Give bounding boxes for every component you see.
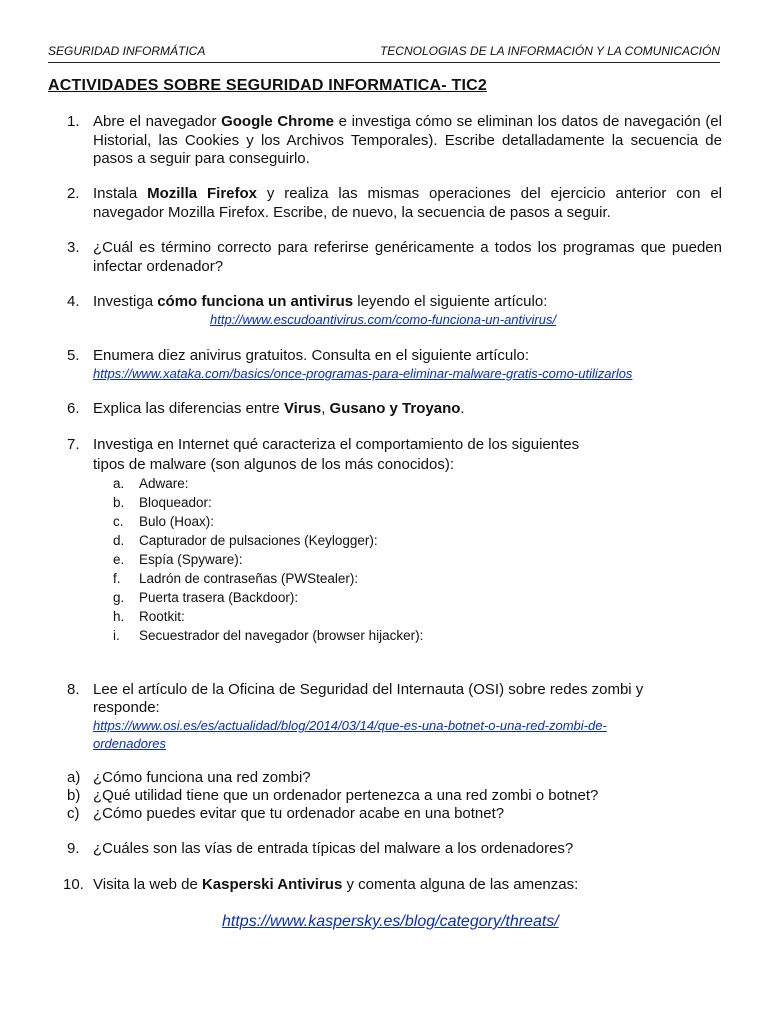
antivirus-article-link[interactable]: http://www.escudoantivirus.com/como-funciona-un-antivirus/	[210, 312, 557, 327]
activity-9: 9. ¿Cuáles son las vías de entrada típicas del malware a los ordenadores?	[67, 840, 574, 857]
malware-list-item: i. Secuestrador del navegador (browser hijacker):	[113, 628, 424, 643]
activity-number: 9.	[67, 840, 80, 857]
bold-term: Kasperski Antivirus	[201, 876, 343, 893]
malware-list-item: f. Ladrón de contraseñas (PWStealer):	[113, 571, 359, 586]
activity-2: 2. Instala Mozilla Firefox y realiza las mismas operaciones del ejercicio anterior con el navegador Mozilla Firefox. Escribe, de nuevo, la secuencia de pasos a seguir.	[67, 185, 722, 221]
malware-list-item: d. Capturador de pulsaciones (Keylogger):	[113, 533, 378, 548]
malware-list-item: h. Rootkit:	[113, 609, 185, 624]
kaspersky-threats-link[interactable]: https://www.kaspersky.es/blog/category/threats/	[222, 913, 559, 930]
malware-list-item: a. Adware:	[113, 476, 189, 491]
activity-number: 10.	[63, 876, 84, 893]
header-right: TECNOLOGIAS DE LA INFORMACIÓN Y LA COMUNICACIÓN	[379, 44, 720, 58]
activity-7-line-2: tipos de malware (son algunos de los más conocidos):	[93, 456, 455, 473]
activity-7: 7. Investiga en Internet qué caracteriza el comportamiento de los siguientes	[67, 436, 580, 453]
activity-number: 7.	[67, 436, 80, 453]
botnet-question: a) ¿Cómo funciona una red zombi?	[67, 769, 311, 786]
malware-list-item: c. Bulo (Hoax):	[113, 514, 215, 529]
malware-list-item: g. Puerta trasera (Backdoor):	[113, 590, 299, 605]
malware-list-item: b. Bloqueador:	[113, 495, 212, 510]
bold-term: Google Chrome	[221, 113, 335, 130]
activity-1: 1. Abre el navegador Google Chrome e investiga cómo se eliminan los datos de navegación (el Historial, las Cookies y los Archivos Temporales). Escribe detalladamente la secuencia de pasos a seguir para conseguirlo.	[67, 113, 722, 167]
activity-number: 2.	[67, 185, 80, 202]
activity-number: 5.	[67, 347, 80, 364]
activity-4: 4. Investiga cómo funciona un antivirus leyendo el siguiente artículo:	[67, 293, 548, 310]
botnet-question: b) ¿Qué utilidad tiene que un ordenador pertenezca a una red zombi o botnet?	[67, 787, 599, 804]
bold-term: Virus	[283, 400, 322, 417]
activity-number: 3.	[67, 239, 80, 256]
header-left: SEGURIDAD INFORMÁTICA	[48, 44, 206, 58]
activity-3: 3. ¿Cuál es término correcto para referirse genéricamente a todos los programas que pueden infectar ordenador?	[67, 239, 722, 275]
document-title: ACTIVIDADES SOBRE SEGURIDAD INFORMATICA- TIC2	[48, 77, 487, 94]
activity-number: 4.	[67, 293, 80, 310]
osi-article-link-continued[interactable]: ordenadores	[93, 736, 166, 751]
bold-term: Gusano y Troyano	[329, 400, 461, 417]
activity-8: 8. Lee el artículo de la Oficina de Seguridad del Internauta (OSI) sobre redes zombi y	[67, 681, 644, 698]
activity-number: 6.	[67, 400, 80, 417]
activity-10: 10. Visita la web de Kasperski Antivirus y comenta alguna de las amenzas:	[63, 876, 579, 893]
activity-6: 6. Explica las diferencias entre Virus, Gusano y Troyano.	[67, 400, 465, 417]
xataka-article-link[interactable]: https://www.xataka.com/basics/once-programas-para-eliminar-malware-gratis-como-utilizarlos	[93, 366, 633, 381]
botnet-question: c) ¿Cómo puedes evitar que tu ordenador acabe en una botnet?	[67, 805, 505, 822]
activity-5: 5. Enumera diez anivirus gratuitos. Consulta en el siguiente artículo:	[67, 347, 530, 364]
page-header	[48, 42, 720, 63]
bold-term: Mozilla Firefox	[147, 185, 258, 202]
bold-term: cómo funciona un antivirus	[157, 293, 354, 310]
malware-list-item: e. Espía (Spyware):	[113, 552, 243, 567]
activity-number: 8.	[67, 681, 80, 698]
activity-8-line-2: responde:	[93, 699, 160, 716]
activity-number: 1.	[67, 113, 80, 130]
osi-article-link[interactable]: https://www.osi.es/es/actualidad/blog/2014/03/14/que-es-una-botnet-o-una-red-zombi-de-	[93, 718, 607, 733]
